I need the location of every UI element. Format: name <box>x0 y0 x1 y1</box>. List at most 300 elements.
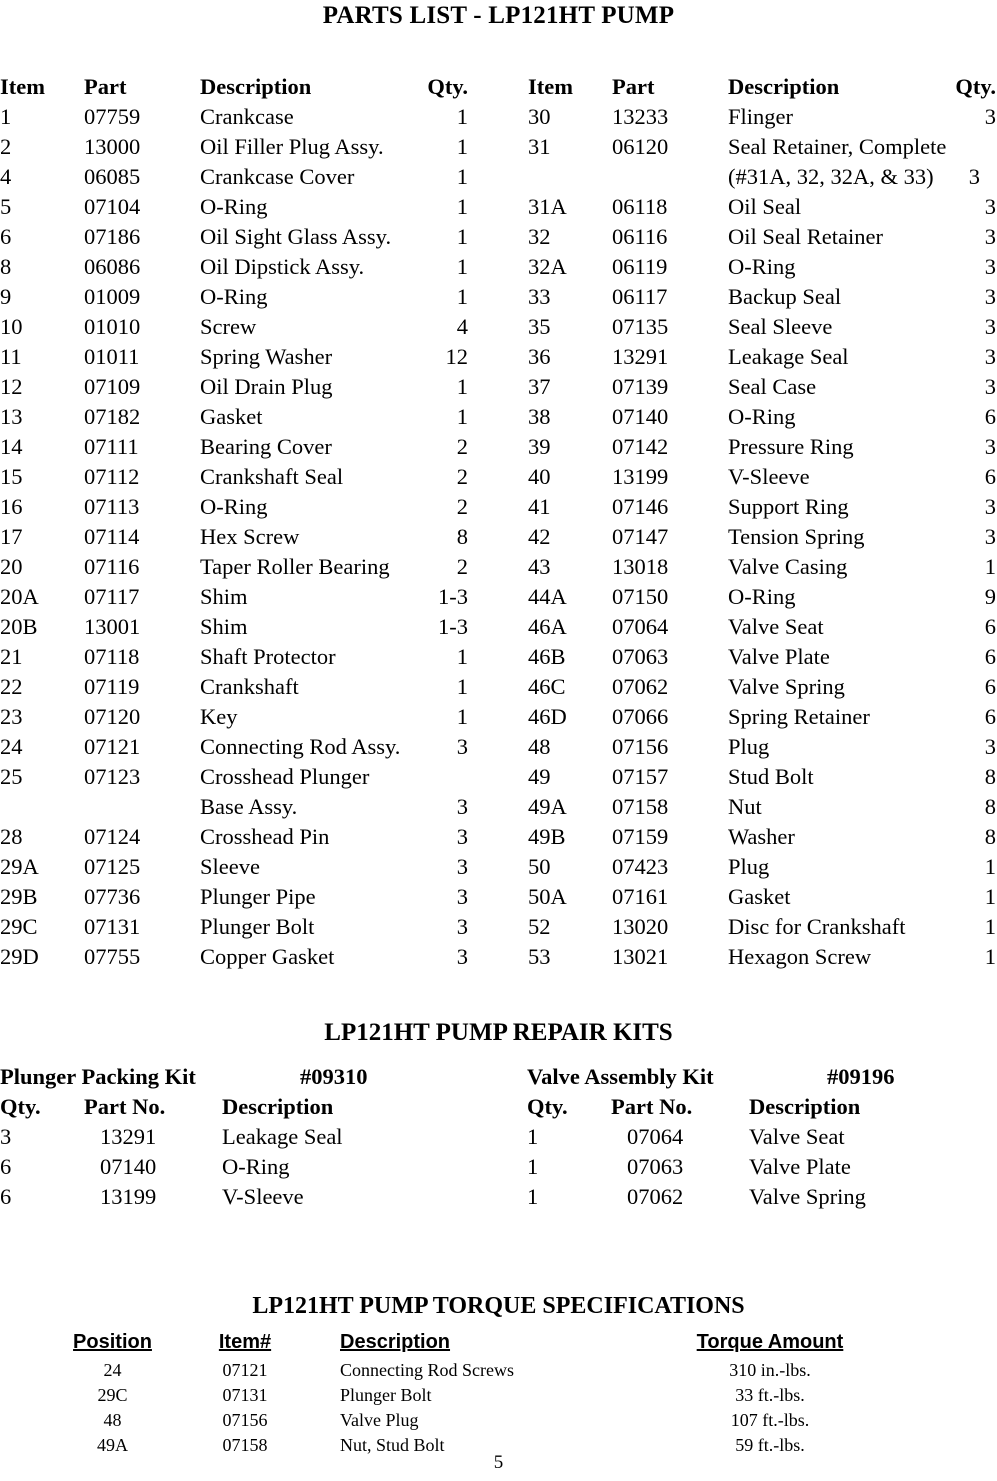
cell-item: 35 <box>528 314 551 339</box>
cell-qty: 3 <box>984 284 996 309</box>
cell-part: 13199 <box>612 464 669 489</box>
cell-part: 07759 <box>84 104 141 129</box>
cell-torque-amount: 33 ft.-lbs. <box>735 1385 805 1405</box>
cell-description: Taper Roller Bearing <box>200 554 390 579</box>
cell-description: Shim <box>200 614 248 639</box>
table-row <box>528 582 997 612</box>
cell-description: Screw <box>200 314 257 339</box>
cell-qty: 1 <box>527 1124 539 1149</box>
table-row <box>528 162 997 192</box>
cell-qty: 1 <box>456 674 468 699</box>
cell-description: Seal Sleeve <box>728 314 833 339</box>
kit-row <box>527 1122 997 1152</box>
cell-description: O-Ring <box>200 284 268 309</box>
cell-description: Shaft Protector <box>200 644 336 669</box>
cell-item: 50A <box>528 884 567 909</box>
cell-qty: 3 <box>0 1124 12 1149</box>
cell-item: 14 <box>0 434 23 459</box>
table-row <box>0 432 490 462</box>
cell-description: Valve Seat <box>749 1124 845 1149</box>
cell-description: Bearing Cover <box>200 434 332 459</box>
cell-qty: 3 <box>456 734 468 759</box>
torque-row <box>0 1360 997 1385</box>
table-row <box>528 522 997 552</box>
kit-row <box>527 1152 997 1182</box>
table-row <box>528 942 997 972</box>
cell-part: 07063 <box>612 644 669 669</box>
cell-part: 01010 <box>84 314 141 339</box>
torque-row <box>0 1410 997 1435</box>
column-header-item: Item <box>0 74 45 99</box>
table-header-row <box>0 72 490 102</box>
table-row <box>0 792 490 822</box>
table-row <box>528 402 997 432</box>
table-row <box>0 402 490 432</box>
table-row <box>528 372 997 402</box>
kit-row <box>0 1182 470 1212</box>
cell-item: 46A <box>528 614 567 639</box>
cell-part-no: 07140 <box>100 1154 157 1179</box>
cell-item: 16 <box>0 494 23 519</box>
table-row <box>528 702 997 732</box>
kit-title-row <box>0 1062 470 1092</box>
cell-description: O-Ring <box>728 584 796 609</box>
cell-part: 07117 <box>84 584 140 609</box>
cell-part: 07120 <box>84 704 141 729</box>
cell-item: 1 <box>0 104 12 129</box>
table-row <box>0 582 490 612</box>
table-row <box>0 492 490 522</box>
table-row <box>0 612 490 642</box>
cell-qty: 2 <box>456 434 468 459</box>
cell-part: 07062 <box>612 674 669 699</box>
cell-item: 8 <box>0 254 12 279</box>
cell-item: 25 <box>0 764 23 789</box>
repair-kit-valve-assembly <box>527 1062 997 1212</box>
kit-header-row <box>0 1092 470 1122</box>
cell-part: 07147 <box>612 524 669 549</box>
cell-part: 07064 <box>612 614 669 639</box>
table-row <box>0 552 490 582</box>
cell-item: 46C <box>528 674 566 699</box>
column-header-item: Item <box>528 74 573 99</box>
cell-description: Oil Dipstick Assy. <box>200 254 365 279</box>
column-header-description: Description <box>200 74 312 99</box>
cell-item: 29B <box>0 884 38 909</box>
table-row <box>0 102 490 132</box>
cell-item: 9 <box>0 284 12 309</box>
table-row <box>0 762 490 792</box>
cell-item: 2 <box>0 134 12 159</box>
column-header-part-no: Part No. <box>84 1094 166 1119</box>
cell-description: Valve Casing <box>728 554 848 579</box>
table-row <box>528 762 997 792</box>
table-row <box>0 702 490 732</box>
cell-description: Key <box>200 704 238 729</box>
column-header-description: Description <box>340 1331 451 1353</box>
cell-part: 06119 <box>612 254 668 279</box>
cell-description: (#31A, 32, 32A, & 33) <box>728 164 934 189</box>
cell-qty: 6 <box>984 704 996 729</box>
cell-qty: 1 <box>984 554 996 579</box>
cell-item: 31A <box>528 194 567 219</box>
cell-item: 38 <box>528 404 551 429</box>
column-header-part: Part <box>612 74 655 99</box>
table-row <box>528 282 997 312</box>
cell-description: V-Sleeve <box>728 464 810 489</box>
cell-item: 32 <box>528 224 551 249</box>
cell-part: 06116 <box>612 224 668 249</box>
column-header-torque-amount: Torque Amount <box>696 1331 844 1353</box>
cell-qty: 3 <box>984 524 996 549</box>
cell-qty: 12 <box>445 344 468 369</box>
cell-description: Nut <box>728 794 762 819</box>
cell-description: Spring Retainer <box>728 704 870 729</box>
cell-part: 06120 <box>612 134 669 159</box>
repair-kits-title: LP121HT PUMP REPAIR KITS <box>324 1019 673 1046</box>
cell-position: 29C <box>97 1385 128 1405</box>
cell-part: 07146 <box>612 494 669 519</box>
column-header-part-no: Part No. <box>611 1094 693 1119</box>
cell-qty: 1 <box>456 374 468 399</box>
cell-qty: 1 <box>984 914 996 939</box>
cell-description: Crankshaft Seal <box>200 464 344 489</box>
cell-part: 07104 <box>84 194 141 219</box>
cell-qty: 6 <box>984 674 996 699</box>
cell-part: 07066 <box>612 704 669 729</box>
cell-item: 29D <box>0 944 39 969</box>
cell-item: 20A <box>0 584 39 609</box>
cell-qty: 3 <box>456 854 468 879</box>
cell-qty: 1 <box>456 254 468 279</box>
cell-qty: 1 <box>527 1184 539 1209</box>
kit-row <box>0 1152 470 1182</box>
cell-item: 23 <box>0 704 23 729</box>
table-row <box>528 102 997 132</box>
cell-part: 06085 <box>84 164 141 189</box>
cell-description: Crosshead Plunger <box>200 764 370 789</box>
cell-item: 53 <box>528 944 551 969</box>
cell-part: 01011 <box>84 344 140 369</box>
table-row <box>0 162 490 192</box>
cell-part: 07161 <box>612 884 669 909</box>
cell-description: Valve Seat <box>728 614 824 639</box>
cell-qty: 1 <box>456 284 468 309</box>
cell-description: Valve Plug <box>340 1410 419 1430</box>
cell-qty: 1-3 <box>438 614 468 639</box>
cell-item: 20 <box>0 554 23 579</box>
cell-part: 07123 <box>84 764 141 789</box>
cell-part: 07182 <box>84 404 141 429</box>
cell-description: O-Ring <box>200 194 268 219</box>
table-row <box>528 822 997 852</box>
cell-item: 31 <box>528 134 551 159</box>
cell-item: 49 <box>528 764 551 789</box>
cell-description: Shim <box>200 584 248 609</box>
cell-part: 13018 <box>612 554 669 579</box>
cell-item: 43 <box>528 554 551 579</box>
cell-description: Spring Washer <box>200 344 333 369</box>
cell-qty: 1 <box>456 224 468 249</box>
table-row <box>0 942 490 972</box>
cell-description: Plunger Pipe <box>200 884 316 909</box>
cell-qty: 1 <box>984 944 996 969</box>
cell-item: 52 <box>528 914 551 939</box>
cell-description: Hexagon Screw <box>728 944 872 969</box>
cell-qty: 6 <box>0 1184 12 1209</box>
column-header-qty: Qty. <box>427 74 468 99</box>
cell-part: 06117 <box>612 284 668 309</box>
table-row <box>528 192 997 222</box>
cell-item: 24 <box>0 734 23 759</box>
torque-specs-title: LP121HT PUMP TORQUE SPECIFICATIONS <box>252 1293 745 1319</box>
cell-item: 17 <box>0 524 23 549</box>
cell-qty: 1 <box>456 164 468 189</box>
cell-item: 13 <box>0 404 23 429</box>
table-row <box>528 432 997 462</box>
column-header-description: Description <box>728 74 840 99</box>
cell-qty: 3 <box>456 794 468 819</box>
table-row <box>0 282 490 312</box>
torque-specs-table <box>0 1331 997 1460</box>
cell-qty: 6 <box>0 1154 12 1179</box>
cell-qty: 3 <box>456 944 468 969</box>
table-row <box>528 492 997 522</box>
cell-qty: 3 <box>984 224 996 249</box>
cell-part: 13021 <box>612 944 669 969</box>
cell-part: 07119 <box>84 674 140 699</box>
cell-part: 07150 <box>612 584 669 609</box>
cell-item: 29A <box>0 854 39 879</box>
table-row <box>0 672 490 702</box>
table-header-row <box>528 72 997 102</box>
parts-table-left-column <box>0 72 490 972</box>
cell-part: 07124 <box>84 824 141 849</box>
cell-qty: 3 <box>456 914 468 939</box>
cell-qty: 3 <box>984 494 996 519</box>
table-row <box>0 372 490 402</box>
table-row <box>528 912 997 942</box>
table-row <box>0 462 490 492</box>
cell-part: 07140 <box>612 404 669 429</box>
cell-qty: 2 <box>456 464 468 489</box>
cell-description: Valve Spring <box>728 674 845 699</box>
table-row <box>0 222 490 252</box>
cell-description: Crankcase <box>200 104 294 129</box>
cell-qty: 1 <box>527 1154 539 1179</box>
cell-qty: 3 <box>456 824 468 849</box>
cell-part: 07135 <box>612 314 669 339</box>
cell-item: 30 <box>528 104 551 129</box>
table-row <box>528 462 997 492</box>
cell-description: Oil Sight Glass Assy. <box>200 224 392 249</box>
cell-item: 44A <box>528 584 567 609</box>
cell-qty: 1 <box>456 704 468 729</box>
cell-qty: 3 <box>984 374 996 399</box>
page-number: 5 <box>493 1452 504 1473</box>
cell-item: 46B <box>528 644 566 669</box>
column-header-description: Description <box>749 1094 861 1119</box>
column-header-position: Position <box>73 1331 152 1353</box>
cell-item: 5 <box>0 194 12 219</box>
cell-part: 07158 <box>612 794 669 819</box>
cell-item: 32A <box>528 254 567 279</box>
cell-description: Flinger <box>728 104 793 129</box>
cell-part: 07131 <box>84 914 141 939</box>
repair-kit-plunger-packing <box>0 1062 470 1212</box>
table-row <box>528 792 997 822</box>
column-header-part: Part <box>84 74 127 99</box>
cell-description: Disc for Crankshaft <box>728 914 906 939</box>
table-row <box>528 222 997 252</box>
cell-item: 12 <box>0 374 23 399</box>
column-header-qty: Qty. <box>955 74 996 99</box>
cell-part: 07114 <box>84 524 140 549</box>
kit-number: #09310 <box>300 1064 368 1089</box>
cell-qty: 3 <box>984 344 996 369</box>
table-row <box>528 882 997 912</box>
kit-row <box>527 1182 997 1212</box>
kit-row <box>0 1122 470 1152</box>
cell-position: 49A <box>97 1435 128 1455</box>
cell-qty: 8 <box>456 524 468 549</box>
cell-item: 4 <box>0 164 12 189</box>
table-row <box>528 552 997 582</box>
cell-item: 07121 <box>222 1360 268 1380</box>
cell-qty: 1 <box>456 104 468 129</box>
cell-item: 07158 <box>222 1435 268 1455</box>
cell-item: 46D <box>528 704 567 729</box>
cell-description: Nut, Stud Bolt <box>340 1435 445 1455</box>
cell-description: O-Ring <box>222 1154 290 1179</box>
cell-part-no: 13199 <box>100 1184 157 1209</box>
torque-header-row <box>0 1331 997 1360</box>
cell-item: 42 <box>528 524 551 549</box>
table-row <box>0 312 490 342</box>
cell-qty: 3 <box>984 254 996 279</box>
cell-torque-amount: 59 ft.-lbs. <box>735 1435 805 1455</box>
table-row <box>0 252 490 282</box>
cell-qty: 2 <box>456 554 468 579</box>
table-row <box>528 132 997 162</box>
torque-row <box>0 1385 997 1410</box>
cell-description: Oil Drain Plug <box>200 374 333 399</box>
cell-description: Hex Screw <box>200 524 300 549</box>
cell-qty: 3 <box>456 884 468 909</box>
table-row <box>528 852 997 882</box>
table-row <box>0 882 490 912</box>
cell-qty: 8 <box>984 824 996 849</box>
cell-part: 07156 <box>612 734 669 759</box>
cell-description: Stud Bolt <box>728 764 814 789</box>
cell-torque-amount: 107 ft.-lbs. <box>730 1410 810 1430</box>
kit-title-row <box>527 1062 997 1092</box>
cell-description: Plug <box>728 854 770 879</box>
cell-item: 07131 <box>222 1385 268 1405</box>
cell-part: 07159 <box>612 824 669 849</box>
table-row <box>528 312 997 342</box>
table-row <box>528 672 997 702</box>
cell-description: Crankcase Cover <box>200 164 355 189</box>
cell-part: 07142 <box>612 434 669 459</box>
column-header-description: Description <box>222 1094 334 1119</box>
cell-part: 07118 <box>84 644 140 669</box>
cell-part: 07121 <box>84 734 141 759</box>
cell-position: 24 <box>103 1360 122 1380</box>
cell-description: Backup Seal <box>728 284 842 309</box>
cell-qty: 8 <box>984 794 996 819</box>
cell-position: 48 <box>103 1410 122 1430</box>
cell-torque-amount: 310 in.-lbs. <box>729 1360 811 1380</box>
cell-qty: 1 <box>456 194 468 219</box>
kit-name: Plunger Packing Kit <box>0 1064 196 1089</box>
cell-item: 07156 <box>222 1410 268 1430</box>
cell-item: 29C <box>0 914 38 939</box>
cell-item: 28 <box>0 824 23 849</box>
cell-part: 01009 <box>84 284 141 309</box>
cell-qty: 6 <box>984 464 996 489</box>
cell-item: 40 <box>528 464 551 489</box>
cell-description: O-Ring <box>728 254 796 279</box>
cell-description: Connecting Rod Screws <box>340 1360 514 1380</box>
cell-description: Crosshead Pin <box>200 824 330 849</box>
cell-qty: 6 <box>984 614 996 639</box>
cell-part-no: 07062 <box>627 1184 684 1209</box>
cell-item: 41 <box>528 494 551 519</box>
cell-qty: 6 <box>984 644 996 669</box>
cell-part: 13000 <box>84 134 141 159</box>
table-row <box>0 132 490 162</box>
cell-description: Plunger Bolt <box>340 1385 432 1405</box>
cell-item: 11 <box>0 344 22 369</box>
cell-description: Gasket <box>728 884 791 909</box>
cell-qty: 1 <box>984 884 996 909</box>
cell-description: Valve Plate <box>728 644 830 669</box>
cell-qty: 8 <box>984 764 996 789</box>
table-row <box>0 342 490 372</box>
cell-description: Plunger Bolt <box>200 914 315 939</box>
cell-qty: 3 <box>984 734 996 759</box>
cell-description: Crankshaft <box>200 674 299 699</box>
page-title: PARTS LIST - LP121HT PUMP <box>322 2 675 29</box>
cell-part: 07186 <box>84 224 141 249</box>
kit-name: Valve Assembly Kit <box>527 1064 714 1089</box>
cell-item: 37 <box>528 374 551 399</box>
table-row <box>0 192 490 222</box>
cell-description: Seal Case <box>728 374 817 399</box>
cell-item: 10 <box>0 314 23 339</box>
cell-qty: 3 <box>984 194 996 219</box>
cell-item: 22 <box>0 674 23 699</box>
cell-description: Copper Gasket <box>200 944 335 969</box>
cell-part: 07423 <box>612 854 669 879</box>
cell-part: 07116 <box>84 554 140 579</box>
cell-description: O-Ring <box>200 494 268 519</box>
cell-item: 49B <box>528 824 566 849</box>
table-row <box>0 852 490 882</box>
cell-description: Gasket <box>200 404 263 429</box>
cell-item: 48 <box>528 734 551 759</box>
column-header-item: Item# <box>218 1331 272 1353</box>
cell-qty: 2 <box>456 494 468 519</box>
cell-part: 13233 <box>612 104 669 129</box>
kit-header-row <box>527 1092 997 1122</box>
table-row <box>0 522 490 552</box>
cell-description: Oil Seal Retainer <box>728 224 883 249</box>
cell-part: 07139 <box>612 374 669 399</box>
cell-part: 07112 <box>84 464 140 489</box>
cell-item: 49A <box>528 794 567 819</box>
